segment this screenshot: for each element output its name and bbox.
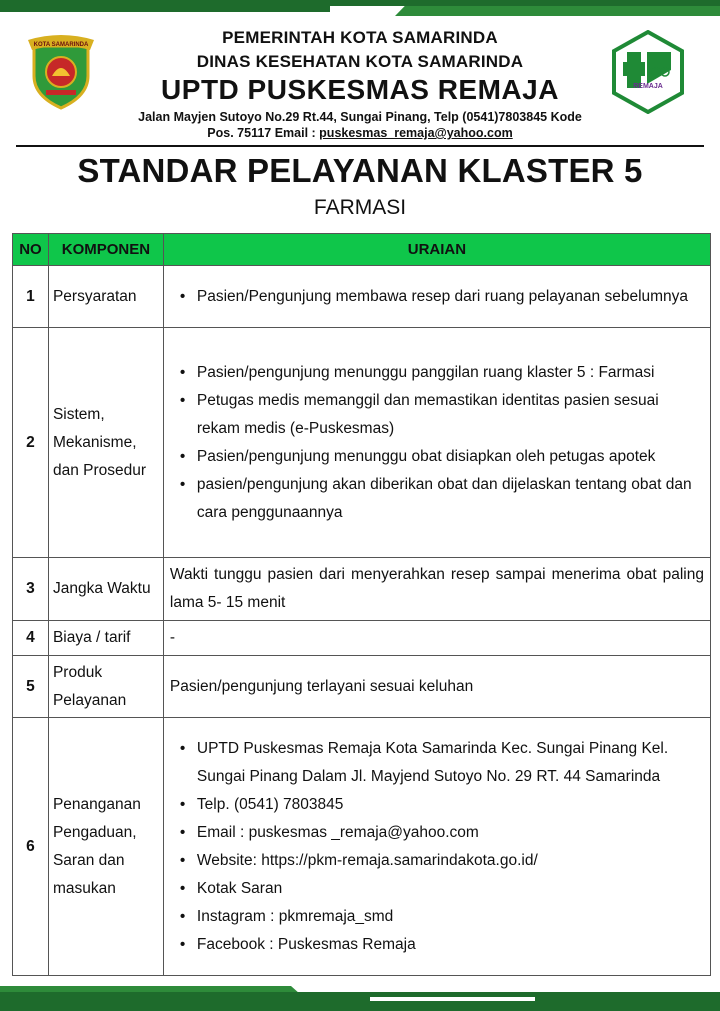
header-uraian: URAIAN bbox=[163, 234, 710, 266]
row-component: Jangka Waktu bbox=[48, 558, 163, 621]
row-component: Produk Pelayanan bbox=[48, 656, 163, 718]
list-item: • Email : puskesmas _remaja@yahoo.com bbox=[170, 819, 704, 847]
table-row bbox=[13, 718, 711, 976]
row-description: Pasien/pengunjung terlayani sesuai keluhan bbox=[163, 656, 710, 718]
top-stripe-2 bbox=[0, 6, 330, 12]
header-government: PEMERINTAH KOTA SAMARINDA bbox=[222, 28, 498, 47]
list-item: • Instagram : pkmremaja_smd bbox=[170, 903, 704, 931]
list-item: • Kotak Saran bbox=[170, 875, 704, 903]
header-organization: UPTD PUSKESMAS REMAJA bbox=[161, 74, 559, 105]
row-description: - bbox=[163, 621, 710, 656]
header-komponen: KOMPONEN bbox=[48, 234, 163, 266]
svg-text:REMAJA: REMAJA bbox=[633, 83, 663, 90]
row-component: Penanganan Pengaduan, Saran dan masukan bbox=[48, 718, 163, 976]
row-number: 2 bbox=[13, 328, 49, 558]
table-header-row bbox=[13, 234, 711, 266]
list-item: • Pasien/pengunjung menunggu panggilan ruang klaster 5 : Farmasi bbox=[170, 359, 704, 387]
row-component: Sistem, Mekanisme, dan Prosedur bbox=[48, 328, 163, 558]
top-decorative-band bbox=[0, 0, 720, 18]
row-number: 4 bbox=[13, 621, 49, 656]
row-number: 3 bbox=[13, 558, 49, 621]
table-row bbox=[13, 328, 711, 558]
bottom-stripe-gap bbox=[370, 997, 535, 1001]
address-postcode: Pos. 75117 Email : bbox=[207, 126, 320, 140]
row-description bbox=[163, 266, 710, 328]
list-item: • Website: https://pkm-remaja.samarindakota.go.id/ bbox=[170, 847, 704, 875]
service-standard-table bbox=[12, 233, 711, 976]
document-title: STANDAR PELAYANAN KLASTER 5 bbox=[77, 152, 643, 189]
row-description bbox=[163, 718, 710, 976]
header-address-line-2 bbox=[0, 126, 720, 140]
table-row bbox=[13, 656, 711, 718]
list-item: • Petugas medis memanggil dan memastikan identitas pasien sesuai rekam medis (e-Puskesmas) bbox=[170, 387, 704, 443]
bottom-stripe-1 bbox=[0, 992, 720, 1011]
row-number: 1 bbox=[13, 266, 49, 328]
header-no: NO bbox=[13, 234, 49, 266]
header-address-line-1: Jalan Mayjen Sutoyo No.29 Rt.44, Sungai Pinang, Telp (0541)7803845 Kode bbox=[138, 110, 582, 124]
row-number: 5 bbox=[13, 656, 49, 718]
table-row bbox=[13, 266, 711, 328]
top-stripe-3 bbox=[395, 6, 720, 16]
svg-text:KOTA SAMARINDA: KOTA SAMARINDA bbox=[33, 42, 89, 48]
header-email-link[interactable]: puskesmas_remaja@yahoo.com bbox=[319, 126, 513, 140]
document-subtitle: FARMASI bbox=[313, 196, 407, 219]
row-description bbox=[163, 328, 710, 558]
header-divider bbox=[16, 145, 704, 147]
list-item: • Pasien/Pengunjung membawa resep dari ruang pelayanan sebelumnya bbox=[170, 283, 704, 311]
row-component: Persyaratan bbox=[48, 266, 163, 328]
header-department: DINAS KESEHATAN KOTA SAMARINDA bbox=[196, 52, 524, 71]
row-description: Wakti tunggu pasien dari menyerahkan resep sampai menerima obat paling lama 5- 15 menit bbox=[163, 558, 710, 621]
list-item: • Facebook : Puskesmas Remaja bbox=[170, 931, 704, 959]
list-item: • Telp. (0541) 7803845 bbox=[170, 791, 704, 819]
row-number: 6 bbox=[13, 718, 49, 976]
table-row bbox=[13, 621, 711, 656]
row-component: Biaya / tarif bbox=[48, 621, 163, 656]
list-item: • pasien/pengunjung akan diberikan obat dan dijelaskan tentang obat dan cara penggunaannya bbox=[170, 471, 704, 527]
list-item: • Pasien/pengunjung menunggu obat disiapkan oleh petugas apotek bbox=[170, 443, 704, 471]
list-item: • UPTD Puskesmas Remaja Kota Samarinda Kec. Sungai Pinang Kel. Sungai Pinang Dalam Jl. Mayjend Sutoyo No. 29 RT. 44 Samarinda bbox=[170, 735, 704, 791]
table-row bbox=[13, 558, 711, 621]
